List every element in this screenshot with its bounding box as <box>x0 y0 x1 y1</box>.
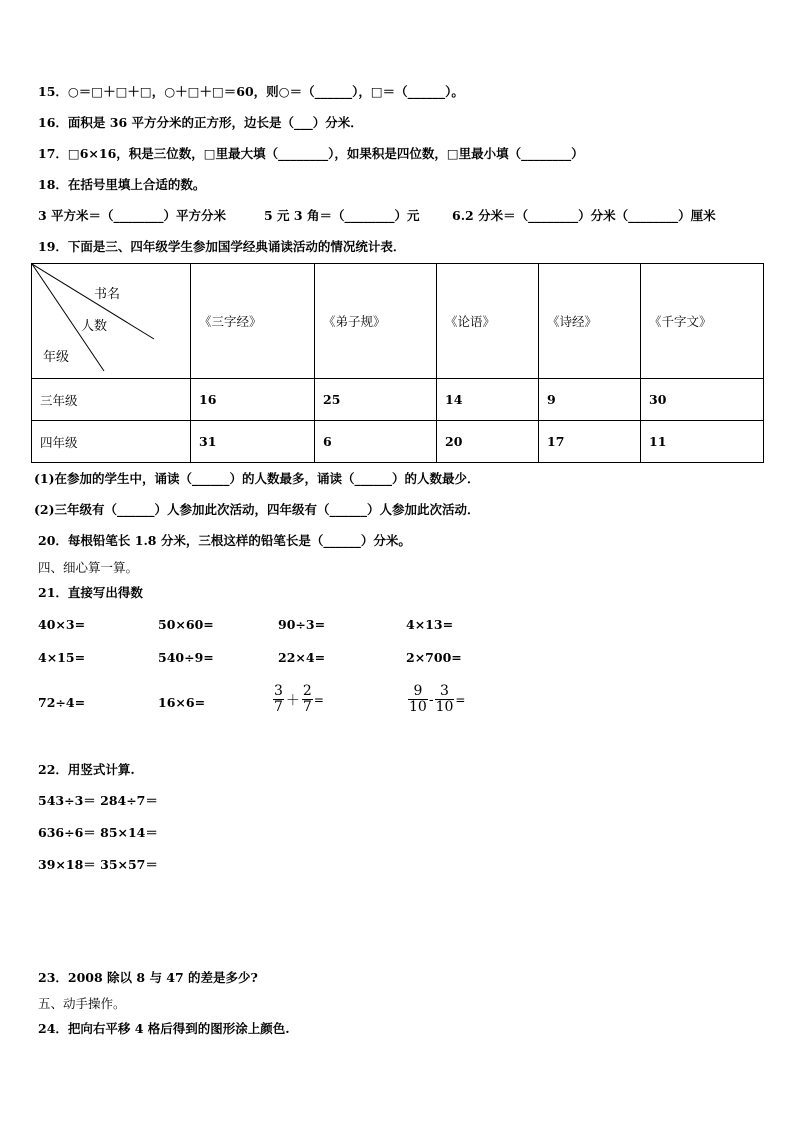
question-19: 19．下面是三、四年级学生参加国学经典诵读活动的情况统计表． <box>38 239 406 254</box>
question-18-item-c: 6.2 分米＝（________）分米（________）厘米 <box>452 208 716 223</box>
table-cell: 6 <box>315 421 437 463</box>
numerator: 3 <box>274 683 283 699</box>
vertical-calc-row: 39×18＝ 35×57＝ <box>38 857 158 872</box>
vertical-calc-row: 543÷3＝ 284÷7＝ <box>38 793 158 808</box>
question-22: 22．用竖式计算. <box>38 762 135 777</box>
table-cell: 25 <box>315 379 437 421</box>
question-19-part-2: (2)三年级有（______）人参加此次活动，四年级有（______）人参加此次活动． <box>34 502 480 517</box>
table-row <box>32 379 764 421</box>
question-23: 23．2008 除以 8 与 47 的差是多少? <box>38 970 258 985</box>
equals-sign: = <box>455 692 466 707</box>
question-24: 24．把向右平移 4 格后得到的图形涂上颜色. <box>38 1021 290 1036</box>
equals-sign: = <box>313 692 324 707</box>
table-cell: 20 <box>437 421 539 463</box>
table-header-book: 《三字经》 <box>191 264 315 379</box>
question-18: 18．在括号里填上合适的数。 <box>38 177 206 192</box>
table-corner-cell <box>32 264 191 379</box>
table-cell: 11 <box>641 421 764 463</box>
operator: - <box>428 691 434 708</box>
table-cell: 31 <box>191 421 315 463</box>
question-21: 21．直接写出得数 <box>38 585 143 600</box>
table-cell: 17 <box>539 421 641 463</box>
question-18-item-a: 3 平方米＝（________）平方分米 <box>38 208 227 223</box>
section-5-heading: 五、动手操作。 <box>38 996 126 1011</box>
table-header-book: 《诗经》 <box>539 264 641 379</box>
calc-item: 540÷9= <box>158 650 214 665</box>
fraction <box>273 684 284 715</box>
calc-item: 4×15= <box>38 650 86 665</box>
denominator: 10 <box>409 699 427 715</box>
question-20: 20．每根铅笔长 1.8 分米，三根这样的铅笔长是（______）分米。 <box>38 533 411 548</box>
question-17: 17．□6×16，积是三位数，□里最大填（________），如果积是四位数，□里最小填（________） <box>38 146 584 161</box>
statistics-table <box>31 263 764 463</box>
corner-label-book: 书名 <box>94 287 121 302</box>
table-header-row <box>32 264 764 379</box>
calc-item: 50×60= <box>158 617 214 632</box>
question-18-item-b: 5 元 3 角＝（________）元 <box>264 208 420 223</box>
table-row <box>32 421 764 463</box>
numerator: 2 <box>302 683 312 699</box>
question-16: 16．面积是 36 平方分米的正方形，边长是（___）分米． <box>38 115 363 130</box>
question-19-part-1: (1)在参加的学生中，诵读（______）的人数最多，诵读（______）的人数最少． <box>34 471 480 486</box>
table-header-book: 《论语》 <box>437 264 539 379</box>
calc-item: 22×4= <box>278 650 326 665</box>
table-row-grade: 四年级 <box>32 421 191 463</box>
calc-item: 90÷3= <box>278 617 326 632</box>
section-4-heading: 四、细心算一算。 <box>38 560 139 575</box>
fraction-expression-subtract <box>408 684 465 715</box>
denominator: 10 <box>435 699 454 715</box>
fraction <box>408 684 428 715</box>
corner-label-grade: 年级 <box>43 350 70 365</box>
calc-item: 40×3= <box>38 617 86 632</box>
fraction-expression-add <box>273 684 324 715</box>
vertical-calc-row: 636÷6＝ 85×14＝ <box>38 825 158 840</box>
table-cell: 16 <box>191 379 315 421</box>
question-15: 15．○＝□＋□＋□，○＋□＋□＝60，则○＝（______），□＝（______）。 <box>38 84 464 99</box>
table-header-book: 《千字文》 <box>641 264 764 379</box>
calc-item: 72÷4= <box>38 695 86 710</box>
numerator: 9 <box>413 683 423 699</box>
calc-item: 16×6= <box>158 695 206 710</box>
corner-label-count: 人数 <box>81 319 108 334</box>
operator: ＋ <box>285 692 300 709</box>
table-cell: 9 <box>539 379 641 421</box>
numerator: 3 <box>440 683 449 699</box>
table-cell: 30 <box>641 379 764 421</box>
table-cell: 14 <box>437 379 539 421</box>
fraction <box>435 684 455 715</box>
table-header-book: 《弟子规》 <box>315 264 437 379</box>
calc-item: 2×700= <box>406 650 462 665</box>
calc-item: 4×13= <box>406 617 454 632</box>
denominator: 7 <box>302 699 312 715</box>
denominator: 7 <box>274 699 283 715</box>
table-row-grade: 三年级 <box>32 379 191 421</box>
fraction <box>302 684 313 715</box>
